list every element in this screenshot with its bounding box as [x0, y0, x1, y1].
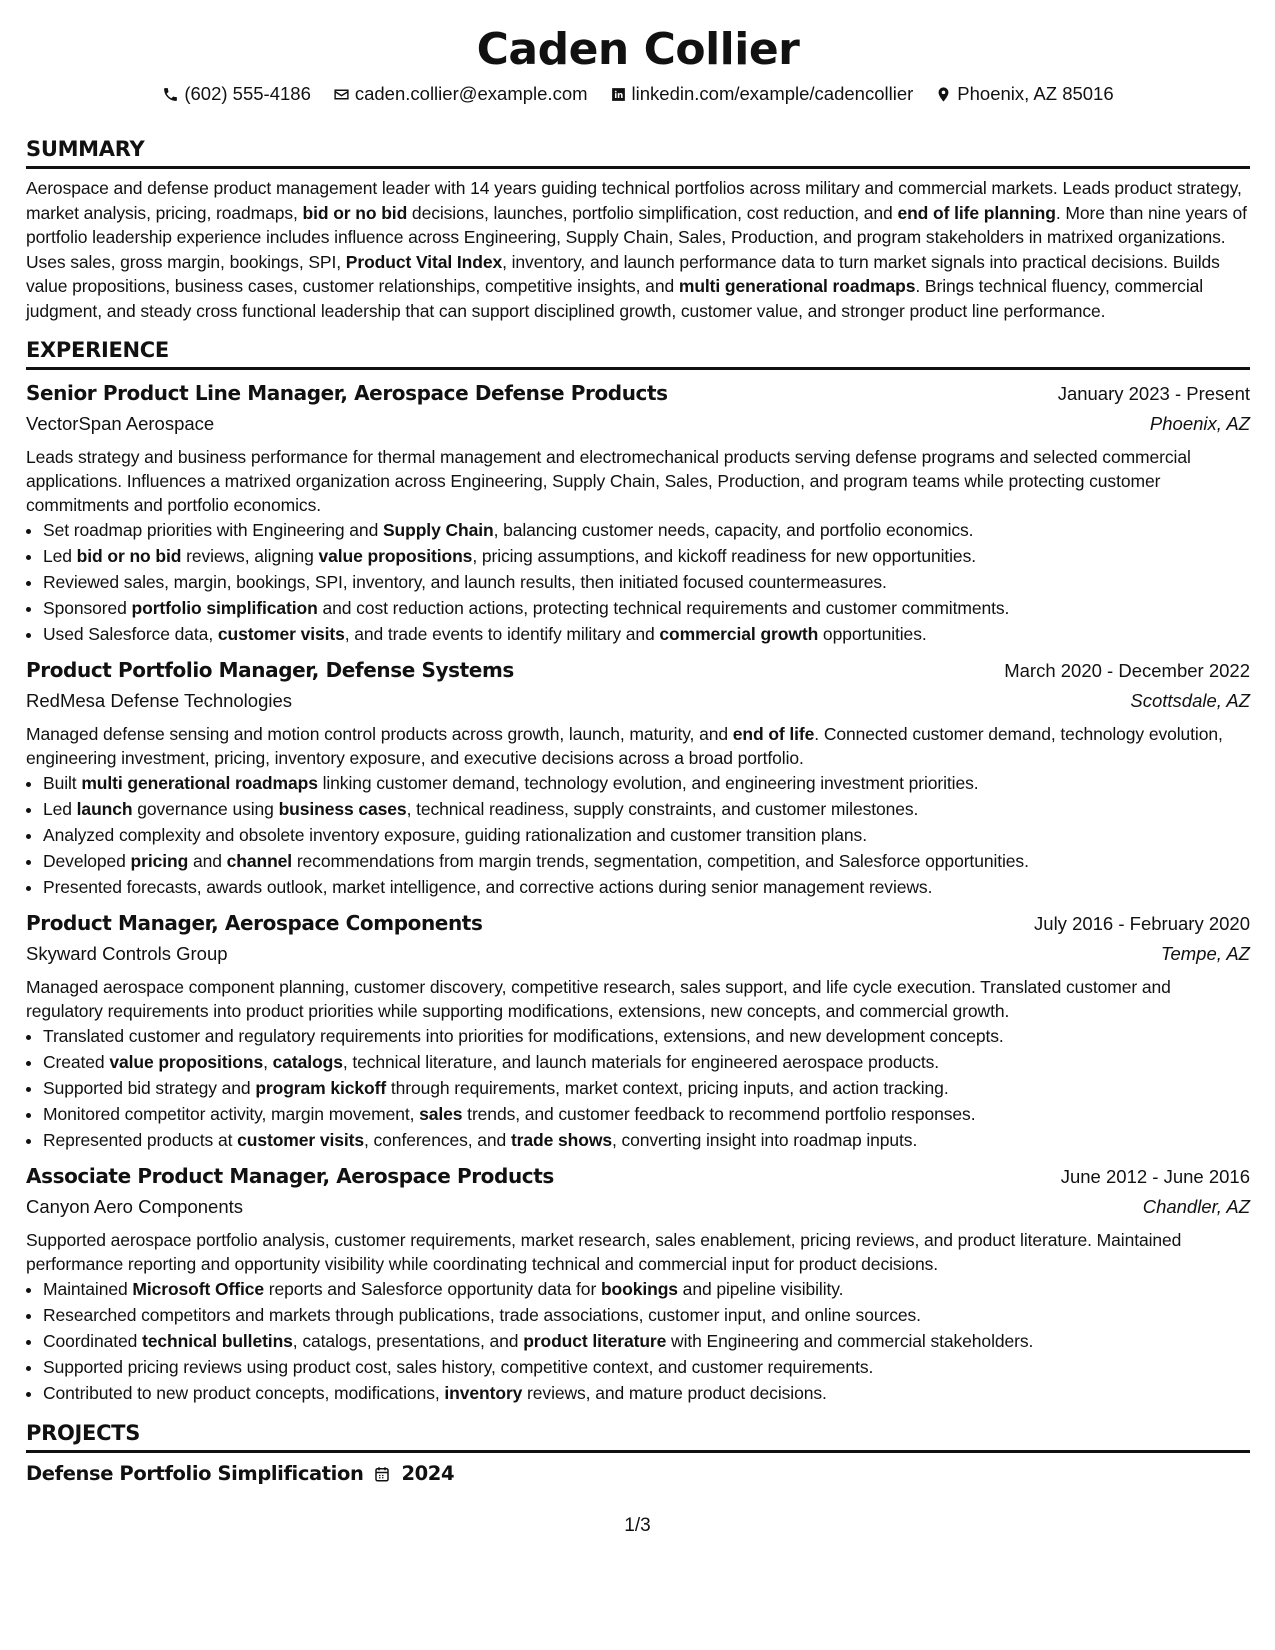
bullet-text: , balancing customer needs, capacity, and portfolio economics. — [493, 520, 974, 540]
phone-text: (602) 555-4186 — [184, 83, 311, 104]
job-bullet — [43, 1049, 1250, 1075]
job-description: Managed aerospace component planning, customer discovery, competitive research, sales support, and life cycle execution. Translated customer and regulatory requirements into product priorities while supporting modifications, extensions, new concepts, and commercial growth. — [26, 977, 1171, 1021]
job-title: Product Portfolio Manager, Defense Systems — [26, 658, 514, 682]
job-dates: June 2012 - June 2016 — [1060, 1166, 1250, 1187]
bullet-text: reviews, and mature product decisions. — [522, 1383, 827, 1403]
bullet-text: Represented products at — [43, 1130, 238, 1150]
bullet-text: , — [263, 1052, 273, 1072]
bullet-emphasis: product literature — [523, 1331, 667, 1351]
job-bullet — [43, 1101, 1250, 1127]
envelope-icon — [333, 86, 350, 103]
job-description: Supported aerospace portfolio analysis, customer requirements, market research, sales enablement, pricing reviews, and product literature. Maintained performance reporting and opportunity visibility while coordinating technical and commercial input for product decisions. — [26, 1230, 1182, 1274]
projects-heading: PROJECTS — [26, 1420, 1250, 1453]
bullet-text: reviews, aligning — [181, 546, 319, 566]
job-bullet — [43, 543, 1250, 569]
bullet-text: linking customer demand, technology evolution, and engineering investment priorities. — [317, 773, 979, 793]
experience-section — [26, 337, 1250, 1406]
job-company: Canyon Aero Components — [26, 1196, 243, 1217]
summary-heading: SUMMARY — [26, 136, 1250, 169]
bullet-text: recommendations from margin trends, segmentation, competition, and Salesforce opportunities. — [292, 851, 1029, 871]
summary-emphasis: multi generational roadmaps — [678, 276, 916, 296]
job-bullet — [43, 822, 1250, 848]
job-company-row — [26, 409, 1250, 439]
bullet-emphasis: customer visits — [237, 1130, 364, 1150]
bullet-text: Monitored competitor activity, margin movement, — [43, 1104, 420, 1124]
job-header-row — [26, 908, 1250, 939]
bullet-text: , technical literature, and launch materials for engineered aerospace products. — [342, 1052, 940, 1072]
bullet-emphasis: value propositions — [318, 546, 473, 566]
job-header-row — [26, 1161, 1250, 1192]
bullet-emphasis: program kickoff — [255, 1078, 387, 1098]
contact-bar — [26, 82, 1250, 106]
bullet-text: Developed — [43, 851, 131, 871]
bullet-text: reports and Salesforce opportunity data for — [263, 1279, 601, 1299]
job-list — [26, 378, 1250, 1406]
summary-text: , inventory, and launch performance data to turn market signals into practical decisions. Builds value propositions, business cases, customer relationships, competitive insights, and — [26, 251, 1220, 296]
job-bullet — [43, 595, 1250, 621]
job-bullet — [43, 770, 1250, 796]
job-entry — [26, 1161, 1250, 1406]
linkedin-text[interactable]: linkedin.com/example/cadencollier — [631, 83, 914, 104]
location-text: Phoenix, AZ 85016 — [957, 83, 1114, 104]
map-marker-icon — [935, 86, 952, 103]
job-bullets — [26, 1276, 1250, 1406]
job-title: Senior Product Line Manager, Aerospace Defense Products — [26, 381, 668, 405]
page-number: 1/3 — [624, 1515, 651, 1536]
bullet-text: Maintained — [43, 1279, 133, 1299]
job-company: Skyward Controls Group — [26, 943, 228, 964]
project-year: 2024 — [401, 1462, 455, 1485]
bullet-text: and — [188, 851, 227, 871]
bullet-text: Supported pricing reviews using product cost, sales history, competitive context, and customer requirements. — [43, 1357, 874, 1377]
job-description: Leads strategy and business performance for thermal management and electromechanical products serving defense programs and selected commercial applications. Influences a matrixed organization across Engineering, Supply Chain, Sales, Production, and program teams while protecting customer commitments and portfolio economics. — [26, 447, 1191, 515]
job-bullet — [43, 1276, 1250, 1302]
bullet-text: through requirements, market context, pricing inputs, and action tracking. — [386, 1078, 949, 1098]
job-bullet — [43, 1302, 1250, 1328]
bullet-text: Sponsored — [43, 598, 132, 618]
bullet-text: Coordinated — [43, 1331, 143, 1351]
job-entry — [26, 655, 1250, 900]
bullet-emphasis: channel — [226, 851, 293, 871]
summary-text: decisions, launches, portfolio simplification, cost reduction, and — [407, 202, 898, 223]
bullet-text: , catalogs, presentations, and — [292, 1331, 524, 1351]
job-bullets — [26, 770, 1250, 900]
job-header-row — [26, 655, 1250, 686]
contact-phone — [162, 82, 311, 106]
bullet-emphasis: launch — [76, 799, 133, 819]
phone-icon — [162, 86, 179, 103]
bullet-emphasis: commercial growth — [659, 624, 819, 644]
project-item — [26, 1459, 1250, 1489]
calendar-icon — [373, 1465, 391, 1483]
bullet-text: , and trade events to identify military and — [344, 624, 660, 644]
summary-text: . More than nine years of portfolio leadership experience includes influence across Engineering, Supply Chain, Sales, Production, and program stakeholders in matrixed organizations. Uses sales, gross margin, bookings, SPI, — [26, 202, 1247, 272]
bullet-text: , pricing assumptions, and kickoff readiness for new opportunities. — [472, 546, 976, 566]
bullet-text: opportunities. — [818, 624, 927, 644]
bullet-text: Created — [43, 1052, 110, 1072]
bullet-text: , technical readiness, supply constraints, and customer milestones. — [406, 799, 919, 819]
bullet-emphasis: Supply Chain — [382, 520, 494, 540]
experience-heading: EXPERIENCE — [26, 337, 1250, 370]
job-description — [26, 722, 1250, 770]
job-bullet — [43, 621, 1250, 647]
contact-linkedin[interactable] — [610, 82, 914, 106]
job-location: Scottsdale, AZ — [1130, 690, 1250, 711]
job-location: Chandler, AZ — [1142, 1196, 1250, 1217]
project-name: Defense Portfolio Simplification — [26, 1462, 364, 1485]
job-location: Tempe, AZ — [1160, 943, 1250, 964]
bullet-text: Translated customer and regulatory requirements into priorities for modifications, extensions, and new development concepts. — [43, 1026, 1004, 1046]
summary-emphasis: Product Vital Index — [345, 251, 503, 272]
job-title: Product Manager, Aerospace Components — [26, 911, 483, 935]
job-bullet — [43, 517, 1250, 543]
summary-emphasis: end of life planning — [897, 202, 1056, 223]
bullet-emphasis: Microsoft Office — [132, 1279, 264, 1299]
bullet-emphasis: trade shows — [510, 1130, 612, 1150]
bullet-text: Supported bid strategy and — [43, 1078, 256, 1098]
job-description-text: . Connected customer demand, technology evolution, engineering investment, pricing, inventory exposure, and executive decisions across a broad portfolio. — [26, 724, 1223, 768]
bullet-text: Researched competitors and markets through publications, trade associations, customer input, and online sources. — [43, 1305, 921, 1325]
job-description-emphasis: end of life — [732, 724, 815, 744]
job-bullet — [43, 569, 1250, 595]
job-dates: March 2020 - December 2022 — [1004, 660, 1250, 681]
job-bullet — [43, 1075, 1250, 1101]
bullet-emphasis: portfolio simplification — [131, 598, 318, 618]
job-bullet — [43, 1127, 1250, 1153]
job-bullet — [43, 874, 1250, 900]
bullet-text: Led — [43, 799, 77, 819]
bullet-emphasis: technical bulletins — [142, 1331, 293, 1351]
job-description-text: Managed defense sensing and motion control products across growth, launch, maturity, and — [26, 724, 733, 744]
bullet-text: , converting insight into roadmap inputs. — [611, 1130, 918, 1150]
candidate-name: Caden Collier — [476, 24, 800, 75]
bullet-text: , conferences, and — [364, 1130, 511, 1150]
bullet-emphasis: inventory — [444, 1383, 523, 1403]
bullet-emphasis: pricing — [130, 851, 189, 871]
job-bullet — [43, 1354, 1250, 1380]
bullet-emphasis: bookings — [600, 1279, 678, 1299]
job-location: Phoenix, AZ — [1149, 413, 1250, 434]
contact-location — [935, 82, 1113, 106]
summary-text: Aerospace and defense product management leader with 14 years guiding technical portfolios across military and commercial markets. Leads product strategy, market analysis, pricing, roadmaps, — [26, 178, 1242, 223]
summary-emphasis: bid or no bid — [302, 202, 408, 223]
bullet-text: Set roadmap priorities with Engineering and — [43, 520, 383, 540]
job-bullet — [43, 1023, 1250, 1049]
bullet-text: trends, and customer feedback to recommend portfolio responses. — [462, 1104, 976, 1124]
bullet-emphasis: sales — [419, 1104, 463, 1124]
job-bullets — [26, 517, 1250, 647]
bullet-text: Presented forecasts, awards outlook, market intelligence, and corrective actions during senior management reviews. — [43, 877, 933, 897]
resume-page — [26, 0, 1250, 1489]
job-header-row — [26, 378, 1250, 409]
bullet-text: with Engineering and commercial stakeholders. — [666, 1331, 1034, 1351]
job-bullet — [43, 796, 1250, 822]
job-title: Associate Product Manager, Aerospace Products — [26, 1164, 554, 1188]
job-entry — [26, 378, 1250, 647]
job-bullet — [43, 1328, 1250, 1354]
bullet-text: Analyzed complexity and obsolete inventory exposure, guiding rationalization and customer transition plans. — [43, 825, 867, 845]
job-company: VectorSpan Aerospace — [26, 413, 215, 434]
projects-section — [26, 1420, 1250, 1489]
bullet-text: Built — [43, 773, 82, 793]
job-dates: July 2016 - February 2020 — [1034, 913, 1250, 934]
summary-section — [26, 136, 1250, 323]
summary-text: . Brings technical fluency, commercial judgment, and steady cross functional leadership that can support disciplined growth, customer value, and stronger product line performance. — [26, 276, 1204, 321]
bullet-text: governance using — [132, 799, 279, 819]
bullet-text: and cost reduction actions, protecting technical requirements and customer commitments. — [317, 598, 1010, 618]
bullet-text: Led — [43, 546, 77, 566]
job-bullet — [43, 848, 1250, 874]
job-company-row — [26, 686, 1250, 716]
bullet-emphasis: business cases — [278, 799, 407, 819]
contact-email[interactable] — [333, 82, 588, 106]
job-company-row — [26, 939, 1250, 969]
job-bullet — [43, 1380, 1250, 1406]
job-entry — [26, 908, 1250, 1153]
bullet-emphasis: bid or no bid — [76, 546, 182, 566]
bullet-text: and pipeline visibility. — [677, 1279, 844, 1299]
summary-text — [26, 176, 1250, 323]
linkedin-icon — [610, 86, 627, 103]
bullet-text: Used Salesforce data, — [43, 624, 218, 644]
job-dates: January 2023 - Present — [1057, 383, 1250, 404]
bullet-emphasis: multi generational roadmaps — [81, 773, 318, 793]
job-company: RedMesa Defense Technologies — [26, 690, 293, 711]
job-company-row — [26, 1192, 1250, 1222]
email-text[interactable]: caden.collier@example.com — [354, 83, 588, 104]
bullet-text: Contributed to new product concepts, modifications, — [43, 1383, 445, 1403]
bullet-emphasis: value propositions — [109, 1052, 264, 1072]
bullet-emphasis: customer visits — [217, 624, 345, 644]
bullet-emphasis: catalogs — [272, 1052, 343, 1072]
job-bullets — [26, 1023, 1250, 1153]
bullet-text: Reviewed sales, margin, bookings, SPI, inventory, and launch results, then initiated focused countermeasures. — [43, 572, 887, 592]
